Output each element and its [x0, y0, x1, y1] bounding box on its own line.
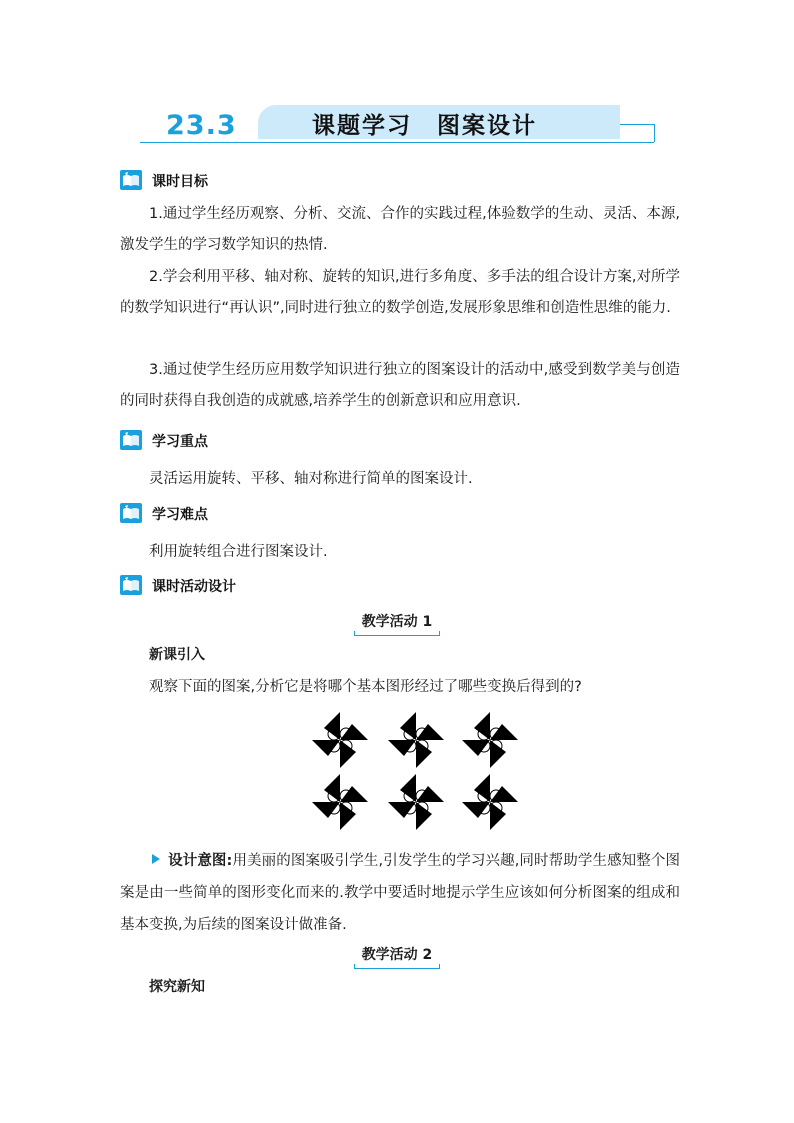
- activity-2-subhead: 探究新知: [149, 979, 205, 995]
- section-label: 课时活动设计: [152, 579, 236, 595]
- goal-item-2: 2.学会利用平移、轴对称、旋转的知识,进行多角度、多手法的组合设计方案,对所学的数学知识进行“再认识”,同时进行独立的数学创造,发展形象思维和创造性思维的能力.: [120, 269, 680, 316]
- section-label: 学习重点: [152, 434, 208, 450]
- lesson-number: 23.3: [166, 110, 237, 141]
- header-rule-right: [654, 124, 655, 142]
- activity-title-text: 教学活动 2: [358, 944, 437, 967]
- activity-1-question: 观察下面的图案,分析它是将哪个基本图形经过了哪些变换后得到的?: [149, 679, 582, 695]
- intent-label: 设计意图:: [168, 853, 233, 869]
- open-book-icon: [120, 430, 142, 450]
- activity-2-title: [0, 944, 794, 967]
- open-book-icon: [120, 503, 142, 523]
- design-intent: [120, 845, 680, 941]
- activity-title-text: 教学活动 1: [358, 611, 437, 634]
- intent-text: 用美丽的图案吸引学生,引发学生的学习兴趣,同时帮助学生感知整个图案是由一些简单的图形变化而来的.教学中要适时地提示学生应该如何分析图案的组成和基本变换,为后续的图案设计做准备.: [120, 853, 680, 933]
- lesson-header: [140, 100, 660, 150]
- section-label: 学习难点: [152, 507, 208, 523]
- triangle-bullet-icon: [152, 854, 160, 864]
- open-book-icon: [120, 575, 142, 595]
- pinwheel-pattern-figure: [300, 706, 530, 838]
- section-label: 课时目标: [152, 174, 208, 190]
- goal-item-3: 3.通过使学生经历应用数学知识进行独立的图案设计的活动中,感受到数学美与创造的同时获得自我创造的成就感,培养学生的创新意识和应用意识.: [120, 362, 680, 409]
- activity-1-title: [0, 611, 794, 634]
- header-rule-top: [620, 124, 654, 125]
- key-points-text: 灵活运用旋转、平移、轴对称进行简单的图案设计.: [149, 471, 473, 487]
- activity-1-subhead: 新课引入: [149, 647, 205, 663]
- lesson-title: 课题学习 图案设计: [312, 112, 537, 139]
- goal-item-1: 1.通过学生经历观察、分析、交流、合作的实践过程,体验数学的生动、灵活、本源,激发学生的学习数学知识的热情.: [120, 206, 680, 253]
- difficulties-text: 利用旋转组合进行图案设计.: [149, 544, 328, 560]
- open-book-icon: [120, 170, 142, 190]
- header-rule: [140, 142, 654, 143]
